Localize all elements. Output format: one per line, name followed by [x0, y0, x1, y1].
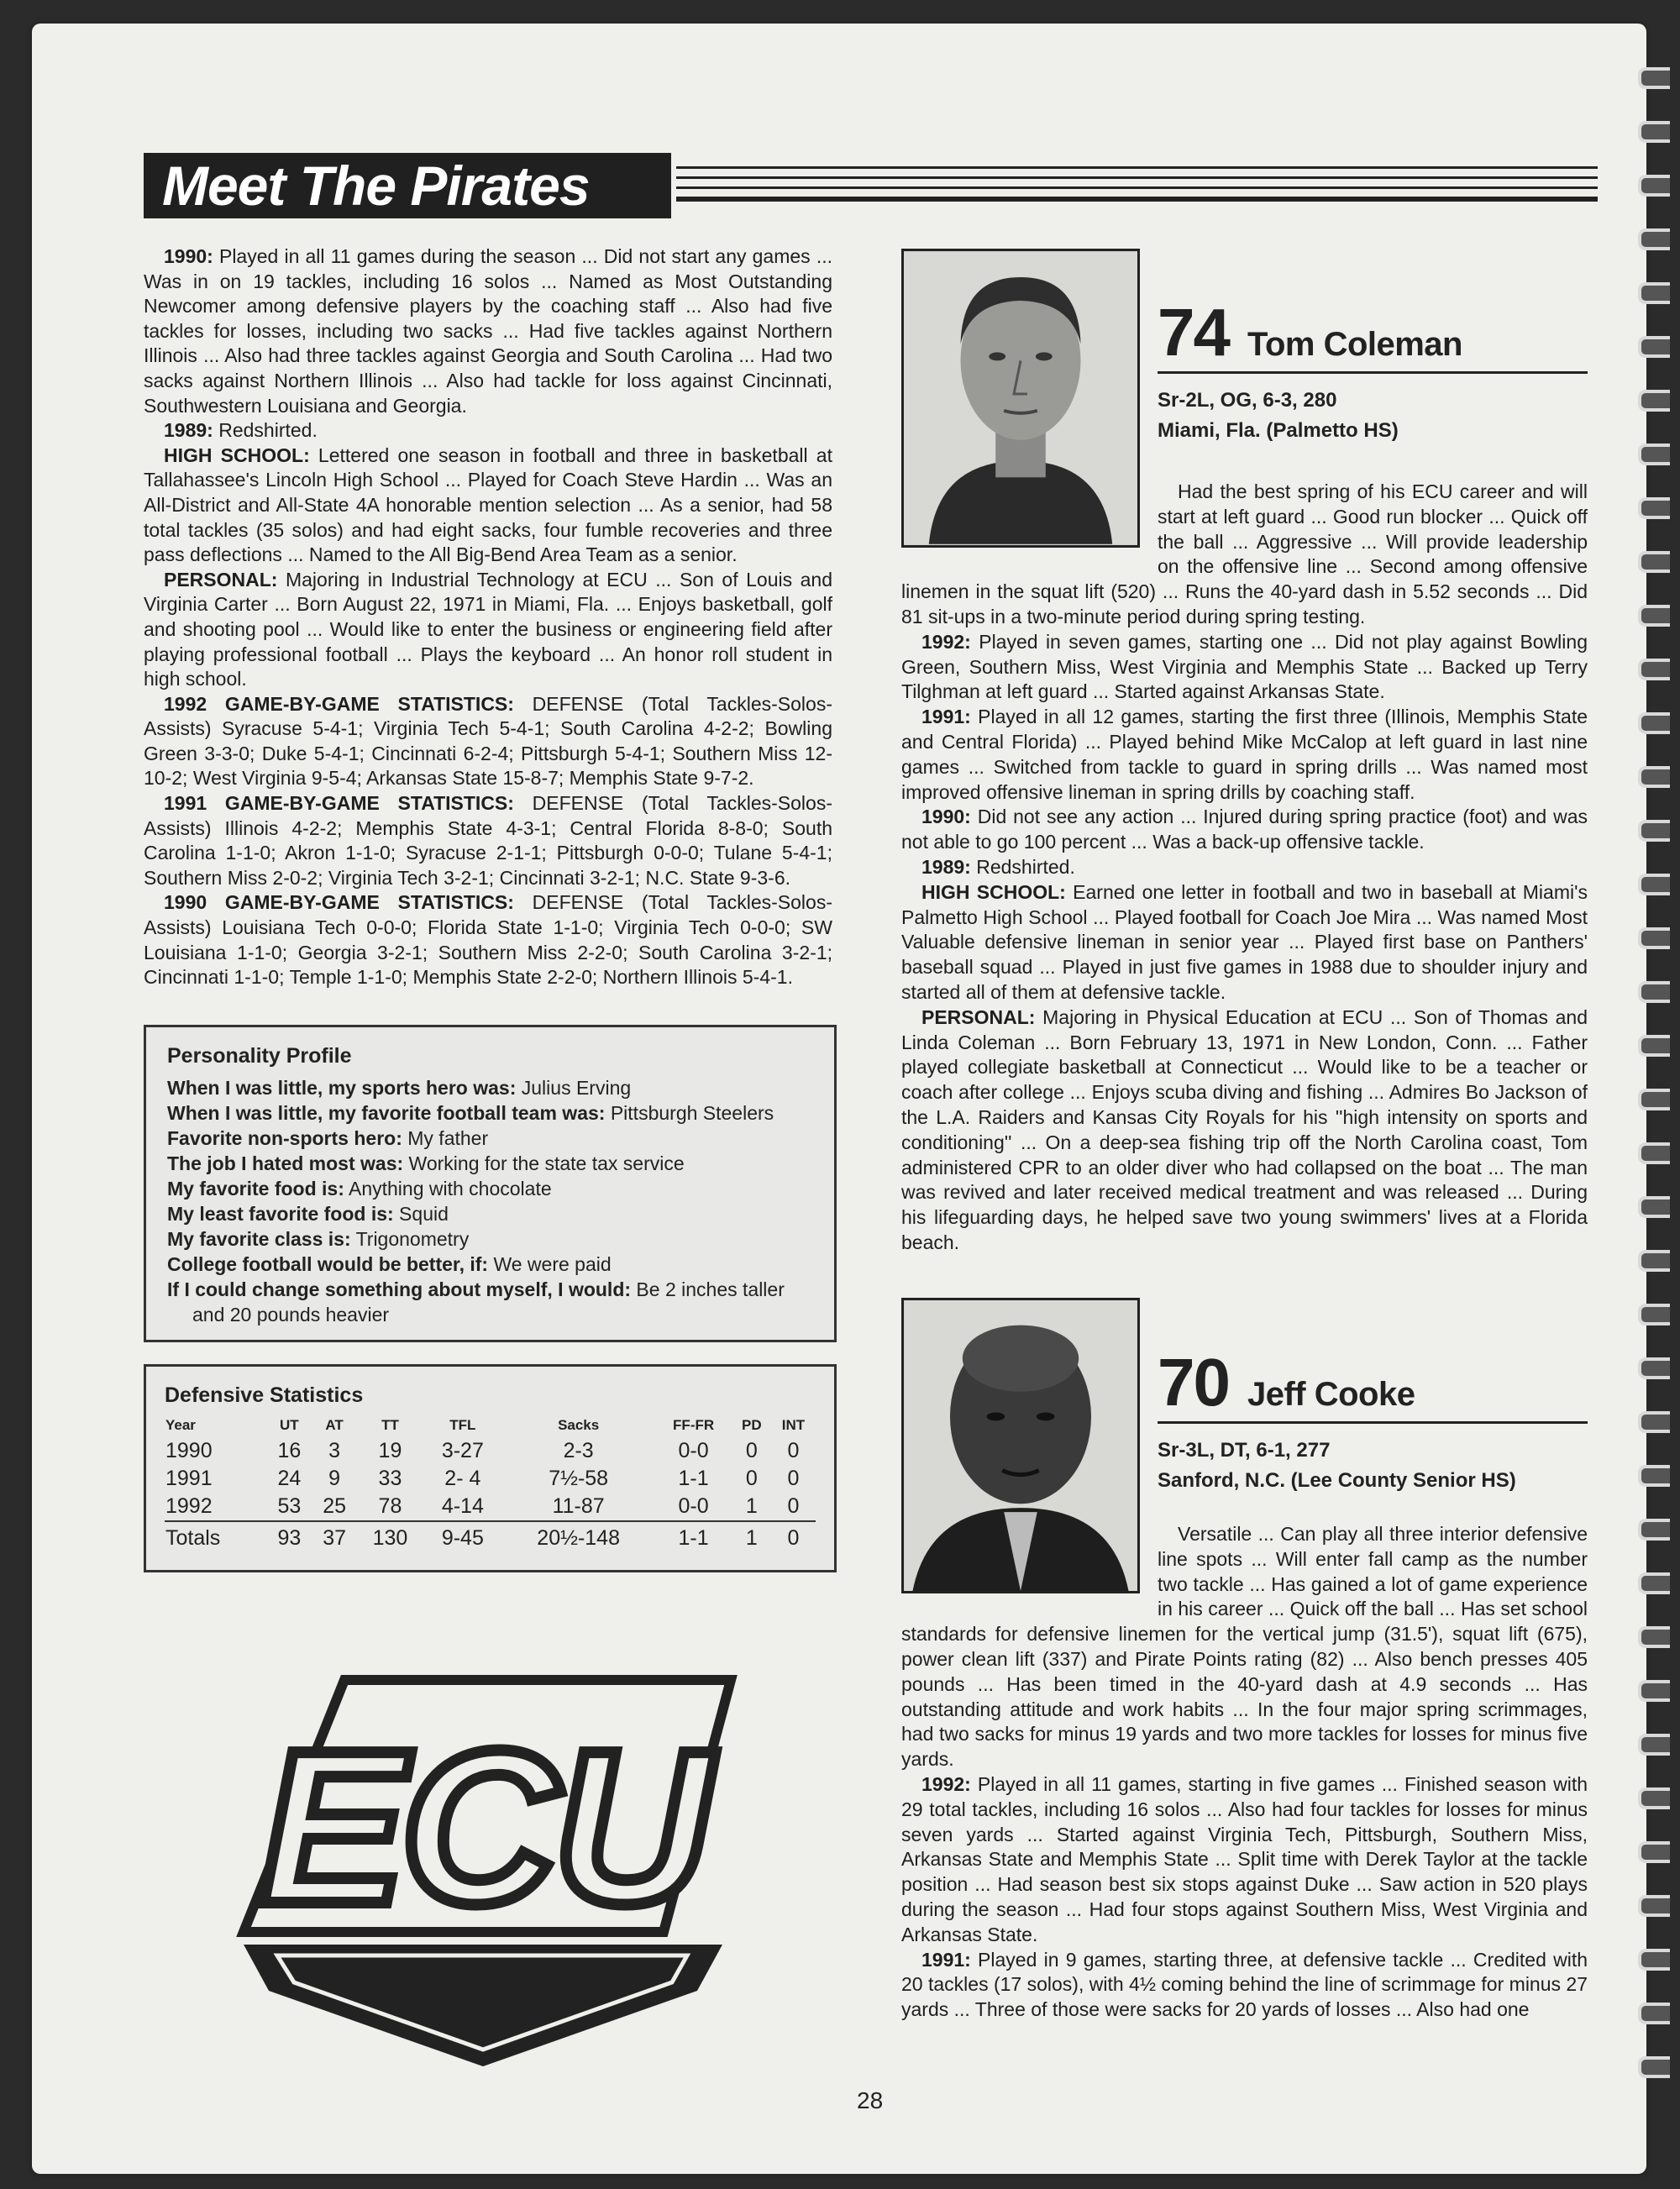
spiral-loop — [1638, 981, 1670, 1003]
spiral-loop — [1638, 1304, 1670, 1325]
divider — [1158, 1421, 1588, 1424]
stats-header-cell: AT — [325, 1417, 344, 1433]
svg-text:ECU: ECU — [260, 1706, 706, 1950]
stats-header-row — [165, 1416, 816, 1437]
spiral-loop — [1638, 1196, 1670, 1218]
player-name: Jeff Cooke — [1247, 1376, 1415, 1413]
spiral-loop — [1638, 659, 1670, 680]
player1-bio — [901, 480, 1588, 1256]
ecu-logo — [227, 1663, 739, 2066]
spiral-loop — [1638, 551, 1670, 573]
stats-header-cell: UT — [280, 1417, 299, 1433]
bio-paragraph: 1992: Played in seven games, starting one ... Did not play against Bowling Green, Southern Miss, West Virginia and Memphis State ... Backed up Terry Tilghman at left guard ... Started against Arkansas State. — [901, 630, 1588, 703]
spiral-loop — [1638, 67, 1670, 89]
bio-paragraph: 1992: Played in all 11 games, starting in five games ... Finished season with 29 total tackles, including 16 solos ... Also had four tackles for losses for minus seven yards ... Started against Virginia Tech, Pittsburgh, Southern Miss, Arkansas State and Memphis State ... Split time with Derek Taylor at the tackle position ... Had season best six stops against Duke ... Saw action in 520 plays during the season ... Had four stops against Southern Miss, West Virginia and Arkansas State. — [901, 1772, 1588, 1945]
spiral-loop — [1638, 444, 1670, 465]
left-column-bio — [144, 244, 832, 990]
spiral-loop — [1638, 336, 1670, 358]
spiral-loop — [1638, 1250, 1670, 1272]
profile-row: My favorite class is: Trigonometry — [167, 1228, 470, 1250]
spiral-loop — [1638, 1895, 1670, 1917]
spiral-loop — [1638, 1142, 1670, 1164]
profile-row: My favorite food is: Anything with chocolate — [167, 1178, 552, 1199]
spiral-loop — [1638, 820, 1670, 842]
bio-paragraph: PERSONAL: Majoring in Physical Education at ECU ... Son of Thomas and Linda Coleman ... Born February 13, 1971 in New London, Conn. ... Father played collegiate basketball at Connecticut ... Would like to be a teacher or coach after college ... Enjoys scuba diving and fishing ... Admires Bo Jackson of the L.A. Raiders and Kansas City Royals for his ''high intensity on sports and conditioning'' ... On a deep-sea fishing trip off the North Carolina coast, Tom administered CPR to an older diver who had collapsed on the boat ... The man was revived and later received medical treatment and was released ... During his lifeguarding days, he helped save two young swimmers' lives at a Florida beach. — [901, 1005, 1588, 1253]
spiral-loop — [1638, 1572, 1670, 1594]
spiral-loop — [1638, 175, 1670, 197]
player-position-line: Sr-3L, DT, 6-1, 277 — [1158, 1439, 1331, 1462]
spiral-loop — [1638, 1680, 1670, 1702]
stats-header-cell: PD — [741, 1417, 762, 1433]
spiral-loop — [1638, 1734, 1670, 1756]
spiral-loop — [1638, 1357, 1670, 1379]
spiral-loop — [1638, 712, 1670, 734]
bio-paragraph: 1991 GAME-BY-GAME STATISTICS: DEFENSE (Total Tackles-Solos-Assists) Illinois 4-2-2; Memphis State 4-3-1; Central Florida 8-8-0; South Carolina 1-1-0; Akron 1-1-0; Syracuse 2-1-1; Pittsburgh 0-0-0; Tulane 5-4-1; Southern Miss 2-0-2; Virginia Tech 3-2-1; Cincinnati 3-2-1; N.C. State 9-3-6. — [144, 792, 832, 889]
player-name: Tom Coleman — [1247, 326, 1462, 363]
stats-row: 1991 24 9 33 2- 4 7½-58 1-1 0 0 — [165, 1467, 800, 1490]
jersey-number: 74 — [1158, 295, 1229, 370]
spiral-loop — [1638, 1949, 1670, 1971]
profile-row: When I was little, my sports hero was: Julius Erving — [167, 1077, 632, 1099]
player2-bio — [901, 1522, 1588, 2023]
stats-row: 1992 53 25 78 4-14 11-87 0-0 1 0 — [165, 1494, 800, 1518]
player-hometown-line: Sanford, N.C. (Lee County Senior HS) — [1158, 1469, 1516, 1492]
bio-paragraph: Had the best spring of his ECU career and will start at left guard ... Good run blocker ... Quick off the ball ... Aggressive ... Will provide leadership on the offensive line ... Second among offensive linemen in the squat lift (520) ... Runs the 40-yard dash in 5.52 seconds ... Did 81 sit-ups in a two-minute period during spring testing. — [901, 480, 1588, 627]
stats-row: 1990 16 3 19 3-27 2-3 0-0 0 0 — [165, 1439, 800, 1462]
spiral-loop — [1638, 390, 1670, 412]
bio-paragraph: PERSONAL: Majoring in Industrial Technology at ECU ... Son of Louis and Virginia Carter ... Born August 22, 1971 in Miami, Fla. ... Enjoys basketball, golf and shooting pool ... Would like to enter the business or engineering field after playing professional football ... Plays the keyboard ... An honor roll student in high school. — [144, 568, 832, 690]
stats-header-cell: Sacks — [558, 1417, 600, 1433]
bio-paragraph: 1990 GAME-BY-GAME STATISTICS: DEFENSE (Total Tackles-Solos-Assists) Louisiana Tech 0-0-0; Florida State 1-1-0; Virginia Tech 0-0-0; SW Louisiana 1-1-0; Georgia 3-2-1; Southern Miss 2-2-0; South Carolina 3-2-1; Cincinnati 1-1-0; Temple 1-1-0; Memphis State 2-2-0; Northern Illinois 5-4-1. — [144, 891, 832, 989]
stats-header-cell: INT — [781, 1417, 806, 1433]
spiral-loop — [1638, 2056, 1670, 2078]
profile-title: Personality Profile — [167, 1044, 352, 1068]
profile-row: If I could change something about myself, I would: Be 2 inches taller — [167, 1278, 785, 1300]
stats-total-row: Totals 93 37 130 9-45 20½-148 1-1 1 0 — [165, 1521, 816, 1552]
bio-paragraph: Versatile ... Can play all three interior defensive line spots ... Will enter fall camp as the number two tackle ... Has gained a lot of game experience in his career ... Quick off the ball ... Has set school standards for defensive linemen for the vertical jump (31.5'), squat lift (675), power clean lift (337) and Pirate Points rating (82) ... Also bench presses 405 pounds ... Has been timed in the 40-yard dash at 4.9 seconds ... Has outstanding attitude and work habits ... In the four major spring scrimmages, had two sacks for minus 19 yards and two more tackles for losses for minus five yards. — [901, 1523, 1588, 1771]
stats-header-cell: TFL — [449, 1417, 476, 1433]
bio-paragraph: HIGH SCHOOL: Lettered one season in football and three in basketball at Tallahassee's Lincoln High School ... Played for Coach Steve Hardin ... Was an All-District and All-State 4A honorable mention selection ... As a senior, had 58 total tackles (35 solos) and had eight sacks, four fumble recoveries and three pass deflections ... Named to the All Big-Bend Area Team as a senior. — [144, 444, 832, 566]
player-position-line: Sr-2L, OG, 6-3, 280 — [1158, 389, 1337, 412]
spiral-loop — [1638, 1411, 1670, 1433]
spiral-loop — [1638, 1465, 1670, 1487]
personality-profile-box — [144, 1025, 837, 1342]
bio-paragraph: 1989: Redshirted. — [164, 419, 318, 442]
profile-row-continuation: and 20 pounds heavier — [192, 1304, 390, 1325]
spiral-loop — [1638, 874, 1670, 895]
photo-spacer — [901, 1522, 1158, 1598]
player-header — [1158, 294, 1588, 446]
bio-paragraph: 1991: Played in all 12 games, starting the first three (Illinois, Memphis State and Central Florida) ... Played behind Mike McCalop at left guard in last nine games ... Switched from tackle to guard in spring drills ... Was named most improved offensive lineman in spring drills by coaching staff. — [901, 706, 1588, 803]
spiral-loop — [1638, 1035, 1670, 1057]
bio-paragraph: 1990: Played in all 11 games during the season ... Did not start any games ... Was in on 19 tackles, including 16 solos ... Named as Most Outstanding Newcomer among defensive players by the coaching staff ... Also had five tackles for losses, including two sacks ... Had five tackles against Northern Illinois ... Also had three tackles against Georgia and South Carolina ... Had two sacks against Northern Illinois ... Also had tackle for loss against Cincinnati, Southwestern Louisiana and Georgia. — [144, 245, 832, 417]
stats-table — [165, 1416, 816, 1552]
player-header — [1158, 1344, 1588, 1496]
spiral-loop — [1638, 1787, 1670, 1809]
spiral-loop — [1638, 1626, 1670, 1648]
stats-title: Defensive Statistics — [165, 1383, 364, 1407]
header-rules — [676, 166, 1598, 209]
spiral-loop — [1638, 228, 1670, 250]
bio-paragraph: 1989: Redshirted. — [921, 855, 1075, 878]
spiral-loop — [1638, 1519, 1670, 1541]
profile-row: Favorite non-sports hero: My father — [167, 1127, 489, 1149]
spiral-loop — [1638, 2003, 1670, 2024]
page-number: 28 — [857, 2087, 884, 2113]
player-hometown-line: Miami, Fla. (Palmetto HS) — [1158, 419, 1399, 442]
spiral-loop — [1638, 766, 1670, 788]
spiral-loop — [1638, 282, 1670, 304]
bio-paragraph: 1991: Played in 9 games, starting three, at defensive tackle ... Credited with 20 tackles (17 solos), with 4½ coming behind the line of scrimmage for minus 27 yards ... Three of those were sacks for 20 yards of losses ... Also had one — [901, 1948, 1588, 2021]
spiral-loop — [1638, 121, 1670, 143]
bio-paragraph: 1990: Did not see any action ... Injured during spring practice (foot) and was not able to go 100 percent ... Was a back-up offensive tackle. — [901, 806, 1588, 853]
spiral-loop — [1638, 1841, 1670, 1863]
profile-row: The job I hated most was: Working for the state tax service — [167, 1152, 685, 1174]
bio-paragraph: 1992 GAME-BY-GAME STATISTICS: DEFENSE (Total Tackles-Solos-Assists) Syracuse 5-4-1; Virginia Tech 5-4-1; South Carolina 4-2-2; Bowling Green 3-3-0; Duke 5-4-1; Cincinnati 6-2-4; Pittsburgh 5-4-1; Southern Miss 12-10-2; West Virginia 9-5-4; Arkansas State 15-8-7; Memphis State 9-7-2. — [144, 692, 832, 790]
stats-header-cell: FF-FR — [673, 1417, 715, 1433]
page-title: Meet The Pirates — [144, 153, 671, 218]
spiral-binding — [1635, 67, 1680, 2134]
spiral-loop — [1638, 497, 1670, 519]
divider — [1158, 371, 1588, 374]
profile-row: College football would be better, if: We were paid — [167, 1253, 612, 1275]
bio-paragraph: HIGH SCHOOL: Earned one letter in football and two in baseball at Miami's Palmetto High School ... Played football for Coach Joe Mira ... Was named Most Valuable defensive lineman in senior year ... Played first base on Panthers' baseball squad ... Played in just five games in 1988 due to shoulder injury and started all of them at defensive tackle. — [901, 880, 1588, 1003]
profile-row: When I was little, my favorite football team was: Pittsburgh Steelers — [167, 1102, 774, 1124]
photo-spacer — [901, 480, 1158, 555]
jersey-number: 70 — [1158, 1345, 1229, 1420]
spiral-loop — [1638, 927, 1670, 949]
spiral-loop — [1638, 1089, 1670, 1110]
profile-row: My least favorite food is: Squid — [167, 1203, 449, 1225]
spiral-loop — [1638, 605, 1670, 627]
stats-header-cell: Year — [165, 1417, 196, 1433]
defensive-statistics-box — [144, 1364, 837, 1572]
stats-header-cell: TT — [381, 1417, 399, 1433]
